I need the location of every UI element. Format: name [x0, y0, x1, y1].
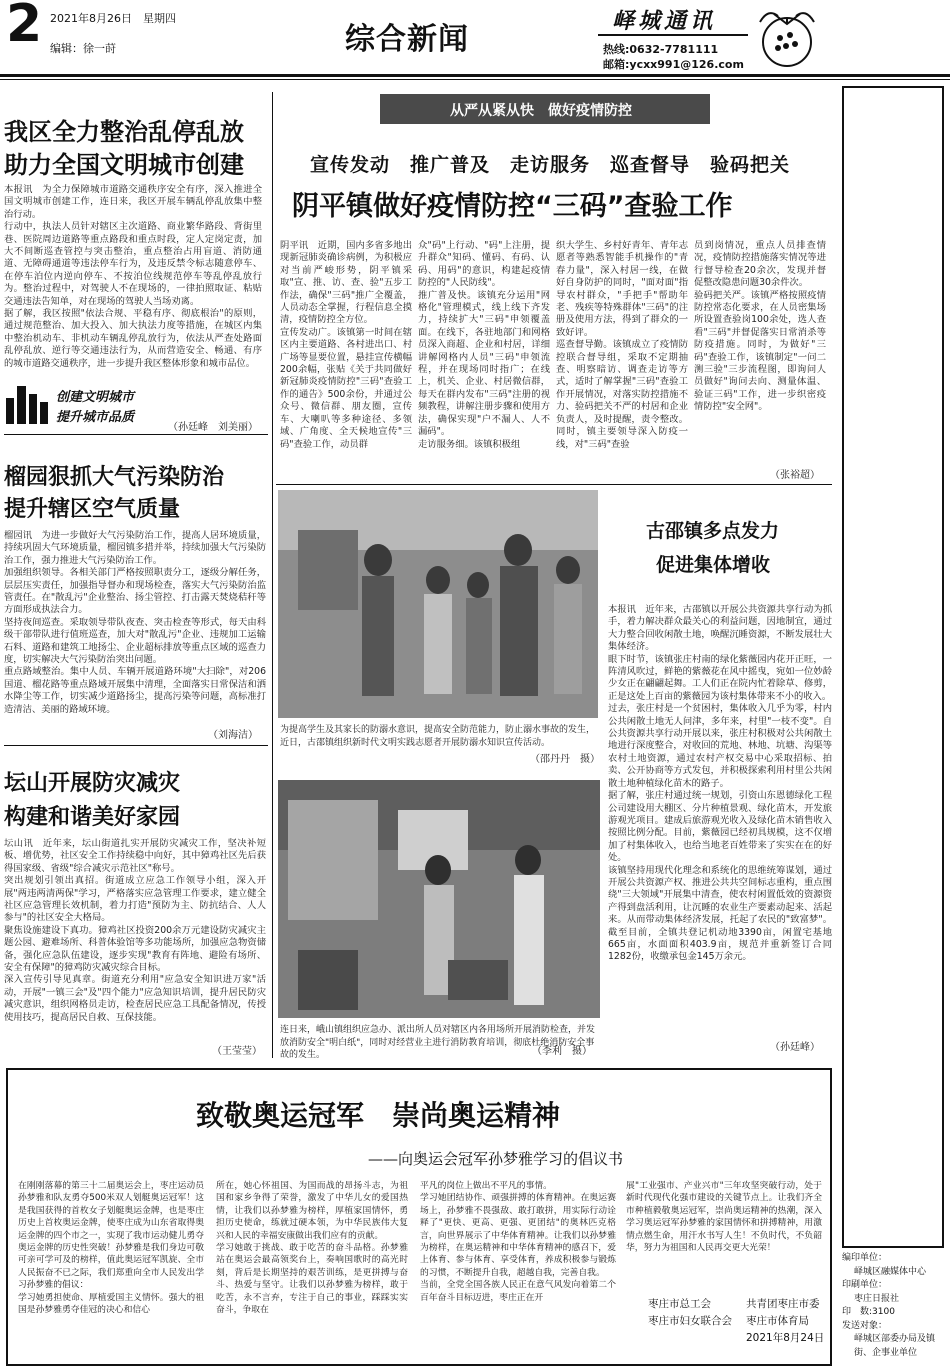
photo-1-scene: [278, 490, 598, 718]
codes-col-4: 员到岗情况，重点人员排查情况，疫情防控措施落实情况等进行督导检查20余次，发现并督促整改隐患问题30余件次。 验码把关严。该镇严格按照疫情防控常态化要求，在人员密集场所设置查验岗100余处，选人查看"三码"并督促落实日常消杀等防疫措施。同时，为做好"三码"查验工作，该镇制定"一问二测三验"三步流程图，即询问人员做好"询问去向、测量体温、验证三码"工作，进一步织密疫情防控"安全网"。: [694, 240, 826, 413]
codes-credit: （张裕超）: [770, 470, 820, 481]
hotline: 热线:0632-7781111: [603, 43, 719, 56]
badge-line-1: 创建文明城市: [56, 390, 135, 405]
pomegranate-icon: [752, 2, 822, 72]
imprint-dist-label: 发送对象：: [842, 1320, 888, 1331]
air-body: 榴园讯 为进一步做好大气污染防治工作，提高人居环境质量，持续巩固大气环境质量，榴园镇多措并举，持续加强大气污染防治工作，强力推进大气污染防治工作。 加强组织领导。各相关部门严格按照职责分工，逐级分解任务，层层压实责任，加强指导督办和现场检查，落实大气污染防治监管责任。在"散乱污"企业整治、扬尘管控、打击露天焚烧秸秆等方面形成执法合力。 坚持夜间巡查。采取领导带队夜查、突击检查等形式，每天由科级干部带队进行值班巡查，加大对"散乱污"企业、违规加工运输石料、道路和建筑工地扬尘、企业超标排放等重点区域的巡查力度，切实解决大气污染防治突出问题。 重点路域整治。集中人员、车辆开展道路环境"大扫除"，对206国道、榴花路等重点路域开展集中清理，全面落实日常保洁和洒水降尘等工作，切实减少道路扬尘，提高污染等问题，高标准打造清洁、美丽的路域环境。: [4, 530, 266, 715]
left-divider-2: [4, 745, 268, 746]
disaster-credit: （王莹莹）: [212, 1046, 262, 1057]
codes-kicker: 宣传发动 推广普及 走访服务 巡查督导 验码把关: [310, 154, 791, 176]
page-number: 2: [6, 0, 43, 54]
masthead-underline: [598, 34, 748, 36]
imprint-printer-label: 印刷单位：: [842, 1280, 888, 1290]
olympic-signature-4: 枣庄市体育局: [746, 1315, 809, 1327]
imprint-printer-value: 枣庄日报社: [854, 1293, 900, 1304]
codes-col-2: 众"码"上行动、"码"上注册，提升群众"知码、懂码、有码、认码、用码"的意识，构建起疫情防控的"人民防线"。 推广普及快。该镇充分运用"网格化"管理模式，线上线下齐发力，持续扩大"三码"申领覆盖面。在线下，各驻地部门和网格员深入商超、企业和村居，详细讲解网格内人员"三码"申领流程，并在现场同时指广；在线上，机关、企业、村居微信群，每天在群内发布"三码"注册的视频教程，讲解注册步骤和使用方法，确保实现"户不漏人、人不漏码"。 走访服务细。该镇积极组: [418, 240, 550, 450]
photo-2-credit: （李利 摄）: [532, 1046, 592, 1057]
badge-line-2: 提升城市品质: [56, 410, 135, 425]
masthead-logo: 峄城通讯: [612, 8, 717, 34]
olympic-col-3: 平凡的岗位上做出不平凡的事情。 学习她团结协作、顽强拼搏的体育精神。在奥运赛场上，孙梦雅不畏强敌、敢打敢拼，用实际行动诠释了"更快、更高、更强、更团结"的奥林匹克格言，向世界展示了中华体育精神。让我们以孙梦雅为榜样，在奥运精神和中华体育精神的感召下，爱上体育、参与体育、享受体育，养成积极参与锻炼的习惯，不断提升自我，超越自我，完善自我。 当前，全党全国各族人民正在意气风发向着第二个百年奋斗目标迈进，枣庄正在开: [420, 1181, 616, 1303]
air-credit: （刘海洁）: [208, 730, 258, 741]
olympic-subtitle: ——向奥运会冠军孙梦雅学习的倡议书: [368, 1150, 624, 1168]
guyi-body: 本报讯 近年来，古邵镇以开展公共资源共享行动为抓手，着力解决群众最关心的利益问题，因地制宜，通过大力整合回收闲散土地，唤醒沉睡资源，不断发展壮大集体经济。 眼下时节，该镇张庄村南的绿化紫薇园内花开正旺，一阵清风吹过，鲜艳的紫薇花在风中摇曳，宛如一位妙龄少女正在翩翩起舞。工人们正在院内忙着除草、修剪，正是这处上百亩的紫薇园为该村集体带来不小的收入。 过去，张庄村是一个贫困村，集体收入几乎为零，村内公共闲散土地无人问津，多年来，村里"一枝不变"。自公共资源共享行动开展以来，张庄村积极对公共闲散土地进行深度整合，对收回的荒地、林地、坑塘、沟渠等农村土地资源，通过农村产权交易中心采取招标、拍卖、公开协商等方式发包，并积极探索利用村里公共闲散土地种植绿化苗木的路子。 据了解，张庄村通过统一规划，引资山东恩德绿化工程公司建设用大棚区、分片种植景观、绿化苗木，开发旅游观光项目。建成后旅游观光收入及绿化苗木销售收入按照比例分配。目前，紫薇园已经初具规模，这不仅增加了村集体收入，也给当地老百姓带来了实实在在的好处。 该镇坚持用现代化理念和系统化的思维统筹谋划，通过开展公共资源产权、推进公共共空间标志重构，重点围绕"三大领域"开展集中清查，使农村闲置低效的资源资产得到盘活利用，让沉睡的农业生产要素动起来、活起来。从而带动集体经济发展，托起了农民的"致富梦"。截至目前，全镇共登记机动地3390亩，闲置宅基地665亩，水面面积403.9亩，规范并重新签订合同1282份，收缴承包金145万余元。: [608, 604, 832, 963]
imprint-dist-value: 峄城区部委办局及镇街、企事业单位: [854, 1334, 936, 1358]
olympic-signature-3: 共青团枣庄市委: [746, 1298, 820, 1310]
left-divider-1: [4, 434, 268, 435]
guyi-headline-1: 古邵镇多点发力: [646, 520, 780, 542]
left-column-vrule: [272, 92, 273, 1058]
imprint-editor-value: 峄城区融媒体中心: [854, 1266, 927, 1277]
photo-1-credit: （邵丹丹 摄）: [530, 754, 600, 765]
parking-credit: （孙廷峰 刘美丽）: [168, 422, 258, 433]
imprint-block: [842, 1252, 946, 1364]
fire-safety-photo: [278, 780, 600, 1018]
issue-date: 2021年8月26日 星期四: [50, 12, 176, 25]
guyi-headline-2: 促进集体增收: [656, 554, 771, 576]
codes-headline: 阴平镇做好疫情防控“三码”查验工作: [292, 191, 733, 222]
editor-line: 编辑：徐一莳: [50, 42, 116, 55]
disaster-headline-2: 构建和谐美好家园: [4, 804, 181, 830]
air-headline-1: 榴园狠抓大气污染防治: [4, 464, 225, 490]
parking-body: 本报讯 为全力保障城市道路交通秩序安全有序，深入推进全国文明城市创建工作，连日来，我区开展车辆乱停乱放集中整治行动。 行动中，执法人员针对辖区主次道路、商业繁华路段、背街里巷、医院周边道路等重点路段和重点时段，定人定岗定责，加大不间断巡查管控与突击整治，重点整治占用盲道、消防通道、无障碍通道等违法停车行为，及违反禁令标志随意停车、在停车泊位内逆向停车、不按泊位线规范停车等乱停乱放行为。整治过程中，对驾驶人不在现场的，一律拍照取证、粘贴交通违法告知单，对在现场的驾驶人当场劝离。 据了解，我区按照"依法合规、平稳有序、彻底根治"的原则，通过规范整治、加大投入、加大执法力度等措施，在城区内集中整治机动车、非机动车辆乱停乱放行为，依法从严查处路面乱停乱放、逆行等交通违法行为，从而营造安全、畅通、有序的城市道路交通秩序，进一步提升我区整体形象和城市品位。: [4, 184, 262, 369]
guyi-credit: （孙廷峰）: [770, 1042, 820, 1053]
email: 邮箱:ycxx991@126.com: [603, 58, 744, 71]
olympic-col-4: 展"工业强市、产业兴市"三年攻坚突破行动，处于新时代现代化强市建设的关键节点上。让我们齐全市种植毅敬奥运冠军，崇尚奥运精神的热潮，深入学习奥运冠军孙梦雅的家国情怀和拼搏精神，用激情点燃生命，用汗水书写人生！不负时代，不负韶华，努力为祖国和人民再交更大光荣！: [626, 1181, 822, 1254]
photo-2-caption: 连日来，峨山镇组织应急办、派出所人员对辖区内各用场所开展消防检查，并发放消防安全"明白纸"，同时对经营业主进行消防教育培训，彻底杜绝消防安全事故的发生。: [280, 1025, 596, 1060]
olympic-headline: 致敬奥运冠军 崇尚奥运精神: [196, 1099, 561, 1132]
olympic-date: 2021年8月24日: [746, 1332, 825, 1344]
epidemic-banner: [380, 94, 710, 124]
parking-headline-2: 助力全国文明城市创建: [4, 150, 244, 179]
olympic-signature-1: 枣庄市总工会: [648, 1298, 711, 1310]
imprint-copies: 印 数:3100: [842, 1307, 895, 1317]
disaster-body: 坛山讯 近年来，坛山街道扎实开展防灾减灾工作，坚决补短板、增优势，社区安全工作持续稳中向好，其中獐鸡社区先后获得国家级、省级"综合减灾示范社区"称号。 突出规划引领出真招。街道成立应急工作领导小组，深入开展"两违两清两保"学习，严格落实应急管理工作要求，建立健全社区应急管理长效机制，着力打造"预防为主、防抗结合、人人参与"的社区安全大格局。 聚焦设施建设下真功。獐鸡社区投资200余万元建设防灾减灾主题公园、避难场所、科普体验馆等多功能场所，加强应急物资储备，强化应急队伍建设，逐步实现"教育有阵地、避险有场所、安全有保障"的獐鸡防灾减灾综合目标。 深入宣传引导见真章。街道充分利用"应急安全知识进万家"活动，开展"一镇三会"及"四个能力"应急知识培训，提升居民防灾减灾意识，组织网格员走访，检查居民应急工具配备情况，传授使用技巧，提高居民自救、互保技能。: [4, 838, 266, 1023]
slogan-box: [842, 86, 944, 1248]
center-divider: [276, 484, 832, 485]
civilized-city-badge: [2, 378, 152, 428]
imprint-editor-label: 编印单位：: [842, 1253, 888, 1263]
olympic-col-2: 所在，她心怀祖国、为国而战的昂扬斗志，为祖国和家乡争得了荣誉，激发了中华儿女的爱国热情，让我们以孙梦雅为榜样，厚植家国情怀，勇担历史使命，练就过硬本领，为中华民族伟大复兴和人民的幸福安康做出我们应有的贡献。 学习她敢于挑战、敢于吃苦的奋斗品格。孙梦雅站在奥运会最高领奖台上，奏响国歌时的高光时刻，背后是长期坚持的艰苦训练，是更拼搏与奋斗、热爱与坚守。让我们以孙梦雅为榜样，敢于吃苦，永不言弃，专注于自己的事业，踩踩实实奋斗，争取在: [216, 1181, 408, 1316]
anti-drowning-photo: [278, 490, 598, 718]
disaster-headline-1: 坛山开展防灾减灾: [4, 770, 181, 796]
photo-2-scene: [278, 780, 600, 1018]
air-headline-2: 提升辖区空气质量: [4, 496, 181, 522]
header-rule-thin: [0, 79, 950, 80]
section-title: 综合新闻: [345, 22, 469, 57]
olympic-col-1: 在刚刚落幕的第三十二届奥运会上，枣庄运动员孙梦雅和队友勇夺500米双人划艇奥运冠军！这是我国获得的首枚女子划艇奥运金牌，也是枣庄历史上首枚奥运金牌，使枣庄成为山东省取得奥运金牌的四个市之一，实现了我市运动健儿勇夺奥运金牌的历史性突破！孙梦雅是我们身边可敬可亲可学可及的榜样，值此奥运冠军凯旋、全市人民振奋不已之际，我们郑重向全市人民发出学习孙梦雅的倡议： 学习她勇担使命、厚植爱国主义情怀。强大的祖国是孙梦雅勇夺佳冠的决心和信心: [18, 1181, 204, 1316]
olympic-signature-2: 枣庄市妇女联合会: [648, 1315, 732, 1327]
banner-subtitle: 从严从紧从快 做好疫情防控: [450, 103, 632, 119]
parking-headline-1: 我区全力整治乱停乱放: [4, 117, 244, 146]
city-skyline-icon: [2, 380, 52, 426]
codes-col-1: 阴平讯 近期，国内多省多地出现新冠肺炎确诊病例，为积极应对当前严峻形势，阴平镇采取"宣、推、访、查、验"五步工作法，确保"三码"推广全覆盖，人员动态全掌握，行程信息全摸清，疫情防控全方位。 宣传发动广。该镇第一时间在辖区内主要道路、各村进出口、村广场等显要位置，悬挂宣传横幅200余幅，张贴《关于共同做好新冠肺炎疫情防控"三码"查验工作的通告》500余份，并通过公众号、微信群、朋友圈，宣传车、大喇叭等多种途径、多领域、广角度、全天候地宣传"三码"查验工作，动员群: [280, 240, 412, 450]
header-rule-thick: [0, 74, 950, 77]
photo-1-caption: 为提高学生及其家长的防溺水意识，提高安全防范能力，防止溺水事故的发生，近日，古邵镇组织新时代文明实践志愿者开展防溺水知识宣传活动。: [280, 725, 596, 748]
codes-col-3: 织大学生、乡村好青年、青年志愿者等熟悉智能手机操作的"青春力量"，深入村居一线，在做好自身防护的同时，"面对面"指导农村群众，"手把手"帮助年老、残疾等特殊群体"三码"的注册及使用方法，得到了群众的一致好评。 巡查督导勤。该镇成立了疫情防控联合督导组，采取不定期抽查、明察暗访、调查走访等方式，适时了解掌握"三码"查验工作开展情况，对落实防控措施不力、验码把关不严的村居和企业负责人，及时提醒，责令整改。同时，镇主要领导深入防疫一线，对"三码"查验: [556, 240, 688, 450]
